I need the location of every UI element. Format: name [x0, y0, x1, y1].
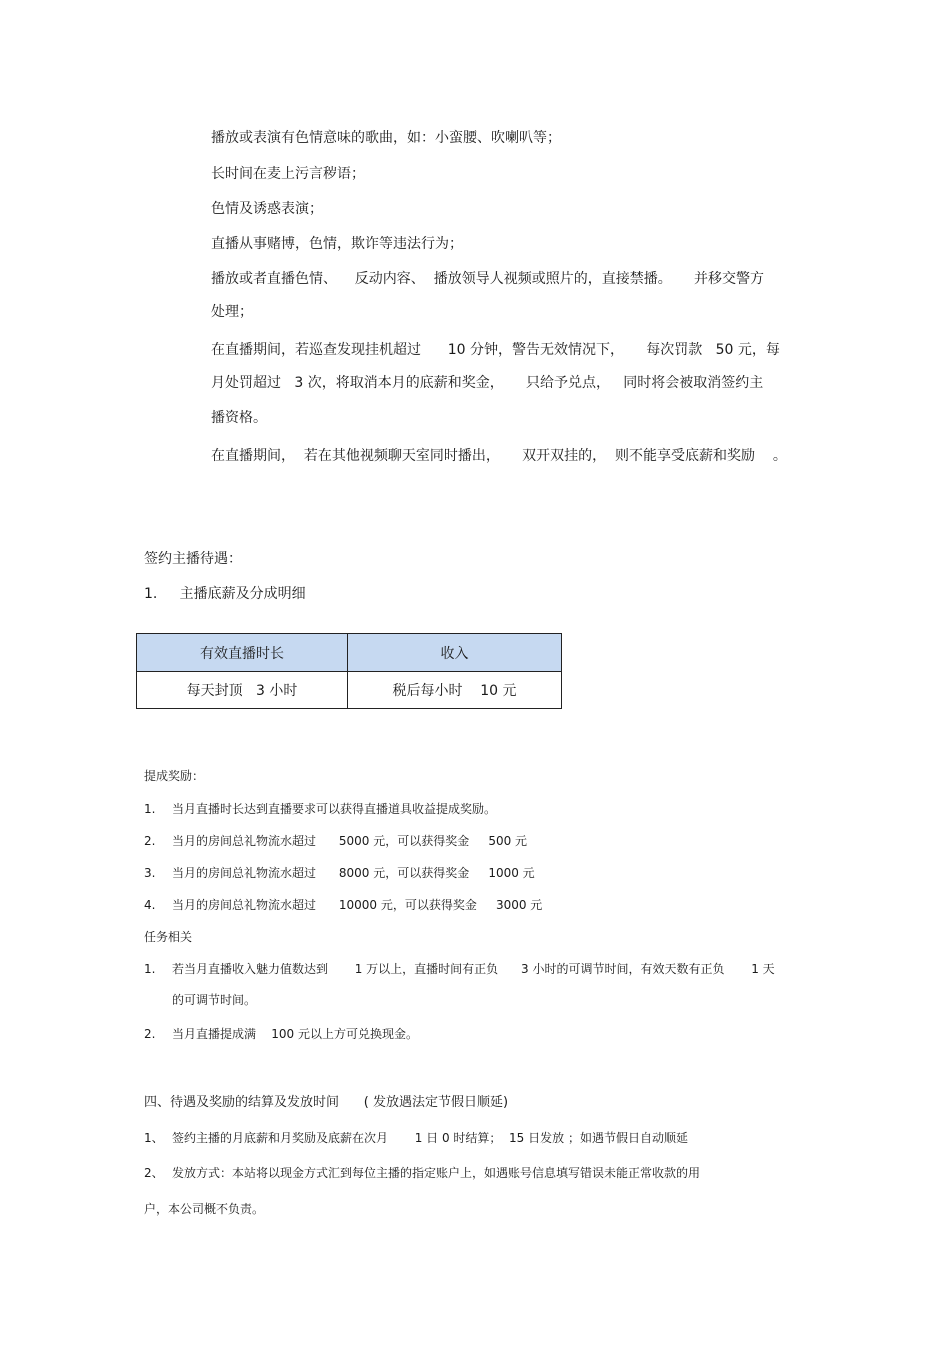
rule-line: 在直播期间， 若在其他视频聊天室同时播出， 双开双挂的， 则不能享受底薪和奖励 。	[211, 448, 787, 464]
list-number: 4.	[144, 898, 156, 912]
list-text: 当月的房间总礼物流水超过 10000 元，可以获得奖金 3000 元	[172, 898, 543, 912]
list-text: 当月的房间总礼物流水超过 8000 元，可以获得奖金 1000 元	[172, 866, 535, 880]
rule-line: 在直播期间，若巡查发现挂机超过 10 分钟，警告无效情况下， 每次罚款 50 元，每	[211, 342, 780, 358]
list-text: 当月直播提成满 100 元以上方可兑换现金。	[172, 1027, 418, 1041]
benefits-heading: 签约主播待遇：	[144, 551, 242, 567]
list-text: 当月直播时长达到直播要求可以获得直播道具收益提成奖励。	[172, 802, 497, 816]
list-number: 3.	[144, 866, 156, 880]
list-text-continued: 的可调节时间。	[172, 993, 257, 1007]
list-number: 1、	[144, 1131, 164, 1145]
table-header-cell: 收入	[440, 645, 469, 662]
list-number: 1.	[144, 962, 156, 976]
list-number: 2、	[144, 1166, 164, 1180]
table-row	[137, 672, 561, 708]
settlement-heading: 四、待遇及奖励的结算及发放时间 ( 发放遇法定节假日顺延)	[144, 1095, 509, 1110]
rule-line: 播放或者直播色情、 反动内容、 播放领导人视频或照片的，直接禁播。 并移交警方	[211, 271, 764, 287]
benefits-item: 1. 主播底薪及分成明细	[144, 586, 306, 602]
rule-line: 直播从事赌博，色情，欺诈等违法行为；	[211, 236, 463, 252]
list-text: 若当月直播收入魅力值数达到 1 万以上，直播时间有正负 3 小时的可调节时间，有效天数有正负 1 天	[172, 962, 775, 976]
list-text: 签约主播的月底薪和月奖励及底薪在次月 1 日 0 时结算； 15 日发放 ；如遇节假日自动顺延	[172, 1131, 688, 1145]
table-header-cell: 有效直播时长	[137, 634, 348, 671]
list-number: 2.	[144, 1027, 156, 1041]
rule-line: 播放或表演有色情意味的歌曲，如：小蛮腰、吹喇叭等；	[211, 130, 561, 146]
rule-line: 月处罚超过 3 次，将取消本月的底薪和奖金， 只给予兑点， 同时将会被取消签约主	[211, 375, 764, 391]
rule-line: 处理；	[211, 304, 253, 320]
table-cell: 每天封顶 3 小时	[137, 672, 348, 708]
tasks-heading: 任务相关	[144, 930, 193, 944]
table-header-row	[137, 634, 561, 672]
list-text: 当月的房间总礼物流水超过 5000 元，可以获得奖金 500 元	[172, 834, 528, 848]
rule-line: 色情及诱惑表演；	[211, 201, 323, 217]
list-number: 2.	[144, 834, 156, 848]
rule-line: 长时间在麦上污言秽语；	[211, 166, 365, 182]
table-cell: 税后每小时 10 元	[392, 683, 517, 699]
salary-table	[136, 633, 562, 709]
list-number: 1.	[144, 802, 156, 816]
settlement-tail: 户，本公司概不负责。	[144, 1202, 265, 1216]
rule-line: 播资格。	[211, 410, 267, 426]
list-text: 发放方式：本站将以现金方式汇到每位主播的指定账户上，如遇账号信息填写错误未能正常收款的用	[172, 1166, 701, 1180]
commission-heading: 提成奖励：	[144, 769, 205, 783]
